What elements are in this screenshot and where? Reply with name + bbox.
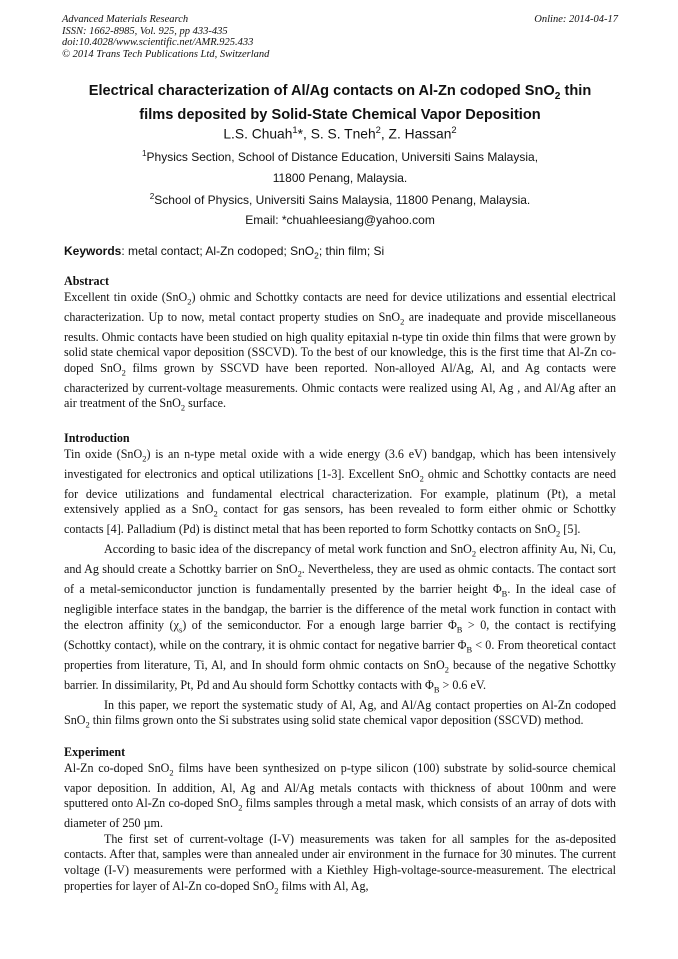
experiment-heading: Experiment <box>64 745 126 759</box>
paragraph: Al-Zn co-doped SnO$_2$ films have been synthesized on p-type silicon (100) substrate by solid-source chemical vapor deposition. In addition, Al, Ag and Al/Ag metals contacts with thickness of about 100nm and were sputtered onto Al-Zn co-doped SnO$_2$ films samples through a metal mask, which consists of an array of dots with diameter of 250 µm. <box>64 760 617 831</box>
affiliation-2: $^2$School of Physics, Universiti Sains Malaysia, 11800 Penang, Malaysia. <box>149 192 531 207</box>
keywords: Keywords: metal contact; Al-Zn codoped; SnO$_2$; thin film; Si <box>64 244 385 261</box>
title-line-1: Electrical characterization of Al/Ag contacts on Al-Zn codoped SnO$_2$ thin <box>88 83 592 102</box>
experiment-section <box>64 745 616 899</box>
author-name: L.S. Chuah <box>223 126 293 142</box>
paragraph: In this paper, we report the systematic study of Al, Ag, and Al/Ag contact properties on Al-Zn codoped SnO$_2$ thin films grown onto the Si substrates using solid state chemical vapor deposition (SSCVD) method. <box>64 697 616 730</box>
title-line-2: films deposited by Solid-State Chemical Vapor Deposition <box>139 106 541 123</box>
abstract-heading: Abstract <box>64 274 110 288</box>
article-metadata <box>62 14 618 60</box>
author-name: Z. Hassan <box>388 126 452 142</box>
author-email: Email: *chuahleesiang@yahoo.com <box>245 213 435 227</box>
copyright-line: © 2014 Trans Tech Publications Ltd, Switzerland <box>62 48 270 60</box>
author-name: S. S. Tneh <box>310 126 376 142</box>
abstract-text: Excellent tin oxide (SnO$_2$) ohmic and Schottky contacts are need for device utilizations and essential electrical characterization. Up to now, metal contact property studies on SnO$_2$ are inadequate and provide miscellaneous results. Ohmic contacts have been studied on high quality epitaxial n-type tin oxide thin films that were grown by solid state chemical vapor deposition (SSCVD). To the best of our knowledge, this is the first time that Al-Zn co-doped SnO$_2$ films grown by SSCVD have been reported. Non-alloyed Al/Ag, Al, and Ag contacts were characterized by current-voltage measurements. Ohmic contacts were realized using Al, Ag , and Al/Ag after an air treatment of the SnO$_2$ surface. <box>64 289 617 413</box>
introduction-heading: Introduction <box>64 431 130 445</box>
doi-line: doi:10.4028/www.scientific.net/AMR.925.433 <box>62 37 254 48</box>
abstract-section <box>64 274 616 416</box>
journal-name: Advanced Materials Research <box>62 14 189 25</box>
affiliation-1-city: 11800 Penang, Malaysia. <box>272 171 408 185</box>
issn-line: ISSN: 1662-8985, Vol. 925, pp 433-435 <box>62 25 228 37</box>
introduction-section <box>64 431 616 733</box>
paragraph: The first set of current-voltage (I-V) measurements was taken for all samples for the as-deposited contacts. After that, samples were than annealed under air environment in the furnace for 30 minutes. The current voltage (I-V) measurements were performed with a Kiethley High-voltage-source-measurement. The electrical properties for layer of Al-Zn co-doped SnO$_2$ films with Al, Ag, <box>64 831 616 895</box>
affiliation-1: $^1$Physics Section, School of Distance Education, Universiti Sains Malaysia, <box>141 149 539 164</box>
author-list: L.S. Chuah$^1$*, S. S. Tneh$^2$, Z. Hassan$^2$ <box>223 125 457 142</box>
keywords-label: Keywords <box>64 244 122 258</box>
online-date: Online: 2014-04-17 <box>534 14 618 25</box>
paragraph: Tin oxide (SnO$_2$) is an n-type metal oxide with a wide energy (3.6 eV) bandgap, which has been intensively investigated for electronics and optical utilizations [1-3]. Excellent SnO$_2$ ohmic and Schottky contacts are need for device utilizations and fundamental electrical characterization. For example, platinum (Pt), a metal extensively applied as a SnO$_2$ contact for gas sensors, has been revealed to form either ohmic or Schottky contacts [4]. Palladium (Pd) is distinct metal that has been reported to form Schottky contacts on SnO$_2$ [5]. <box>64 446 616 539</box>
paragraph: According to basic idea of the discrepancy of metal work function and SnO$_2$ electron affinity Au, Ni, Cu, and Ag should create a Schottky barrier on SnO$_2$. Nevertheless, they are used as ohmic contacts. The contact sort of a metal-semiconductor junction is fundamentally presented by the barrier height $\Phi_B$. In the ideal case of negligible interface states in the bandgap, the barrier is the difference of the metal work function in contact with the electron affinity $(\chi_s)$ of the semiconductor. For a enough large barrier $\Phi_B > 0$, the contact is rectifying (Schottky contact), while on the contrary, it is ohmic contact for negative barrier $\Phi_B < 0$. From theoretical contact properties from literature, Ti, Al, and In should form ohmic contacts on SnO$_2$ because of the negative Schottky barrier. In dissimilarity, Pt, Pd and Au should form Schottky contacts with $\Phi_B > 0.6$ eV. <box>64 542 616 695</box>
paper-title <box>60 82 620 125</box>
